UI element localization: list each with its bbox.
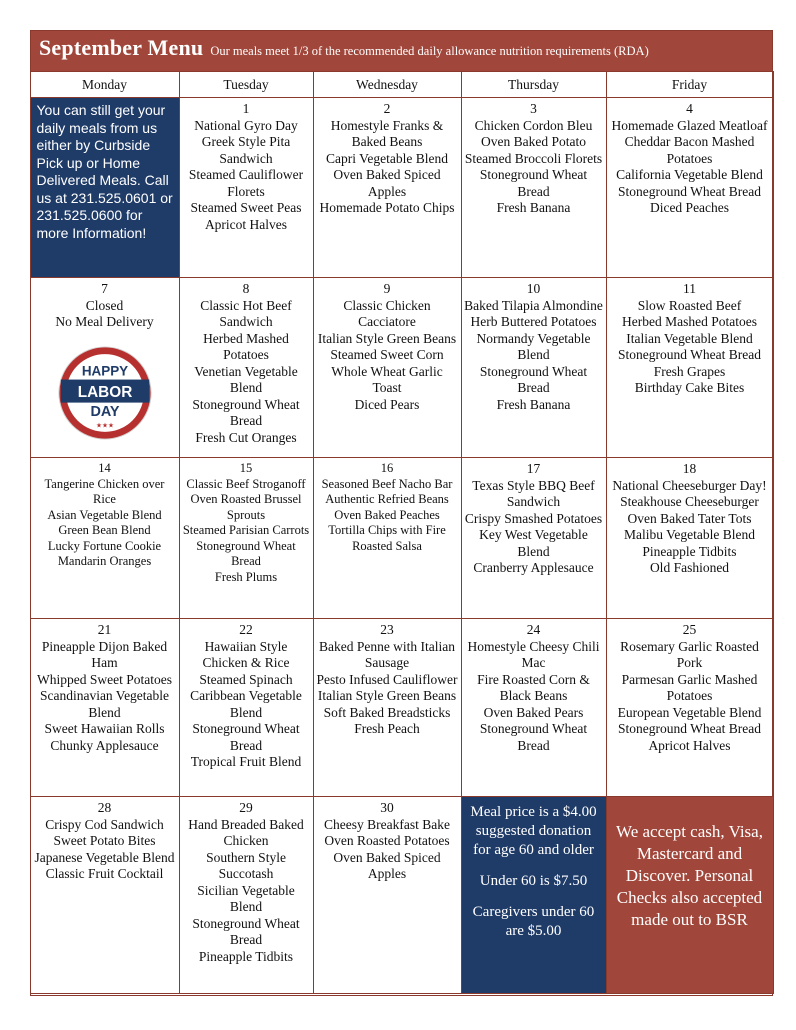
day-number: 17 <box>526 461 541 476</box>
pickup-notice <box>30 98 179 278</box>
day-number: 9 <box>383 281 391 296</box>
badge-day: DAY <box>89 403 120 420</box>
menu-item: Oven Baked Spiced Apples <box>333 167 441 199</box>
weekday-thursday: Thursday <box>461 72 606 98</box>
menu-item: Texas Style BBQ Beef Sandwich <box>472 477 595 509</box>
menu-item: Italian Style Green Beans <box>317 688 457 703</box>
menu-item: Sicilian Vegetable Blend <box>197 882 295 914</box>
menu-item: Closed <box>85 297 124 313</box>
payment-accepted-box <box>606 797 773 994</box>
menu-item: Classic Hot Beef Sandwich <box>200 297 292 329</box>
menu-item: Green Bean Blend <box>58 523 151 537</box>
menu-item: Italian Style Green Beans <box>317 330 457 346</box>
menu-item: Stoneground Wheat Bread <box>618 721 761 736</box>
week-row-3 <box>30 458 773 619</box>
menu-item: Parmesan Garlic Mashed Potatoes <box>621 671 758 703</box>
menu-item: Steamed Sweet Corn <box>330 347 444 362</box>
week-row-5 <box>30 797 773 994</box>
day-number: 3 <box>530 101 537 116</box>
payment-accepted-text: We accept cash, Visa, Mastercard and Discover. Personal Checks also accepted made out to BSR <box>616 822 763 929</box>
meal-price-caregivers: Caregivers under 60 are $5.00 <box>472 904 595 939</box>
labor-day-badge <box>57 345 153 441</box>
menu-item: Hand Breaded Baked Chicken <box>188 816 304 848</box>
menu-item: Cheddar Bacon Mashed Potatoes <box>624 134 755 166</box>
menu-item: Stoneground Wheat Bread <box>618 183 761 199</box>
menu-item: Whole Wheat Garlic Toast <box>331 363 443 395</box>
badge-labor: LABOR <box>77 383 132 401</box>
menu-item: Stoneground Wheat Bread <box>192 721 300 753</box>
menu-item: Fresh Cut Oranges <box>195 429 297 445</box>
day-cell <box>30 797 179 994</box>
menu-item: National Cheeseburger Day! <box>612 477 767 493</box>
week-row-1 <box>30 98 773 278</box>
menu-item: Herbed Mashed Potatoes <box>203 330 289 362</box>
menu-item: Oven Baked Tater Tots <box>627 510 752 526</box>
menu-item: Homestyle Franks & Baked Beans <box>330 117 444 149</box>
menu-item: Oven Baked Pears <box>483 704 584 720</box>
menu-item: Crispy Smashed Potatoes <box>464 510 603 526</box>
day-number: 16 <box>380 461 394 475</box>
day-cell <box>461 98 606 278</box>
menu-item: Sweet Potato Bites <box>53 833 156 848</box>
day-number: 24 <box>526 622 541 637</box>
day-cell <box>313 797 461 994</box>
day-number: 7 <box>101 281 108 296</box>
menu-subtitle: Our meals meet 1/3 of the recommended daily allowance nutrition requirements (RDA) <box>210 44 649 58</box>
menu-item: No Meal Delivery <box>55 314 154 329</box>
day-number: 14 <box>98 461 111 475</box>
menu-item: Apricot Halves <box>204 216 288 232</box>
menu-item: Asian Vegetable Blend <box>47 507 162 522</box>
weekday-monday: Monday <box>30 72 179 98</box>
menu-item: Rosemary Garlic Roasted Pork <box>620 638 759 670</box>
menu-sheet <box>30 30 773 996</box>
menu-item: Baked Tilapia Almondine <box>464 297 603 313</box>
menu-item: Fresh Peach <box>354 721 420 736</box>
menu-item: Oven Roasted Potatoes <box>324 833 450 848</box>
menu-calendar <box>30 71 774 994</box>
day-number: 28 <box>97 800 112 815</box>
day-number: 15 <box>239 461 253 475</box>
day-cell <box>30 458 179 619</box>
day-number: 30 <box>380 800 394 815</box>
day-number: 8 <box>242 281 250 296</box>
menu-item: Stoneground Wheat Bread <box>618 347 761 362</box>
menu-item: Oven Baked Spiced Apples <box>333 849 441 881</box>
day-number: 29 <box>239 800 253 815</box>
day-cell <box>30 619 179 797</box>
menu-item: Classic Chicken Cacciatore <box>343 297 431 329</box>
meal-price-suggested: Meal price is a $4.00 suggested donation for age 60 and older <box>470 804 597 858</box>
day-cell <box>179 619 313 797</box>
menu-item: Mandarin Oranges <box>57 554 152 568</box>
day-cell <box>461 458 606 619</box>
menu-item: Birthday Cake Bites <box>634 380 745 395</box>
menu-item: Diced Pears <box>354 396 420 412</box>
day-number: 1 <box>242 101 250 116</box>
menu-item: Pineapple Tidbits <box>198 948 294 964</box>
menu-item: Stoneground Wheat Bread <box>479 721 588 753</box>
day-cell <box>461 619 606 797</box>
menu-item: National Gyro Day <box>194 117 298 133</box>
menu-item: California Vegetable Blend <box>616 167 763 182</box>
menu-item: Cheesy Breakfast Bake <box>324 816 450 832</box>
week-row-4 <box>30 619 773 797</box>
menu-item: Pineapple Dijon Baked Ham <box>41 638 168 670</box>
menu-item: Malibu Vegetable Blend <box>624 527 755 542</box>
day-cell <box>606 458 773 619</box>
menu-item: Scandinavian Vegetable Blend <box>39 688 170 720</box>
menu-item: Steamed Parisian Carrots <box>182 523 310 537</box>
menu-item: Oven Roasted Brussel Sprouts <box>190 492 302 522</box>
menu-header <box>31 31 772 71</box>
day-number: 21 <box>97 622 112 637</box>
menu-item: Sweet Hawaiian Rolls <box>44 721 165 736</box>
day-number: 25 <box>682 622 697 637</box>
menu-item: Homemade Potato Chips <box>319 200 455 215</box>
menu-item: Tropical Fruit Blend <box>190 754 302 769</box>
menu-item: Normandy Vegetable Blend <box>476 330 591 362</box>
menu-item: Japanese Vegetable Blend <box>34 849 175 865</box>
weekday-friday: Friday <box>606 72 773 98</box>
day-cell <box>606 619 773 797</box>
menu-item: Crispy Cod Sandwich <box>45 816 164 832</box>
day-number: 18 <box>682 461 697 476</box>
day-number: 23 <box>380 622 394 637</box>
badge-happy: HAPPY <box>81 363 128 379</box>
menu-item: Fresh Plums <box>214 569 278 584</box>
menu-item: Oven Baked Potato <box>481 134 586 149</box>
meal-price-box <box>461 797 606 994</box>
menu-item: Cranberry Applesauce <box>473 560 594 575</box>
menu-item: Authentic Refried Beans <box>325 492 449 506</box>
menu-item: Slow Roasted Beef <box>637 297 742 313</box>
day-cell <box>179 98 313 278</box>
menu-item: Homestyle Cheesy Chili Mac <box>467 638 600 670</box>
day-number: 11 <box>683 281 696 296</box>
menu-item: Stoneground Wheat Bread <box>192 396 300 428</box>
menu-item: Old Fashioned <box>649 560 730 575</box>
menu-item: Fresh Banana <box>496 200 571 215</box>
week-row-2 <box>30 278 773 458</box>
day-cell <box>313 619 461 797</box>
menu-item: Herbed Mashed Potatoes <box>622 314 757 329</box>
day-number: 22 <box>239 622 253 637</box>
menu-item: Tortilla Chips with Fire Roasted Salsa <box>328 523 446 553</box>
menu-item: Tangerine Chicken over Rice <box>44 476 165 506</box>
menu-item: Chicken Cordon Bleu <box>474 117 593 133</box>
menu-item: Stoneground Wheat Bread <box>192 915 300 947</box>
menu-item: Steamed Broccoli Florets <box>464 150 603 166</box>
menu-item: Stoneground Wheat Bread <box>479 363 588 395</box>
menu-title: September Menu <box>39 35 204 60</box>
menu-item: Caribbean Vegetable Blend <box>190 688 302 720</box>
menu-item: Baked Penne with Italian Sausage <box>318 638 456 670</box>
day-cell <box>461 278 606 458</box>
menu-item: Pineapple Tidbits <box>642 543 737 559</box>
menu-item: Stoneground Wheat Bread <box>479 167 588 199</box>
menu-item: Homemade Glazed Meatloaf <box>611 117 768 133</box>
day-cell <box>179 458 313 619</box>
day-cell <box>313 278 461 458</box>
menu-item: European Vegetable Blend <box>617 704 762 720</box>
menu-item: Steamed Spinach <box>199 671 293 687</box>
menu-item: Classic Beef Stroganoff <box>186 476 306 491</box>
menu-item: Diced Peaches <box>649 200 730 215</box>
badge-stars: ★★★ <box>95 421 114 430</box>
menu-item: Greek Style Pita Sandwich <box>201 134 291 166</box>
menu-item: Fire Roasted Corn & Black Beans <box>477 671 590 703</box>
menu-item: Herb Buttered Potatoes <box>470 314 597 329</box>
menu-item: Classic Fruit Cocktail <box>45 866 164 881</box>
day-cell <box>606 278 773 458</box>
menu-item: Apricot Halves <box>648 737 731 753</box>
menu-item: Steamed Cauliflower Florets <box>188 167 304 199</box>
menu-item: Chunky Applesauce <box>50 737 159 753</box>
day-cell <box>313 98 461 278</box>
day-cell <box>179 278 313 458</box>
day-number: 4 <box>686 101 693 116</box>
menu-item: Whipped Sweet Potatoes <box>37 671 172 687</box>
menu-item: Key West Vegetable Blend <box>479 527 588 559</box>
menu-item: Venetian Vegetable Blend <box>194 363 298 395</box>
menu-item: Stoneground Wheat Bread <box>196 538 296 568</box>
pickup-notice-text: You can still get your daily meals from us either by Curbside Pick up or Home Delivered Meals. Call us at 231.525.0601 or 231.525.0600 for more Information! <box>36 102 173 241</box>
weekday-tuesday: Tuesday <box>179 72 313 98</box>
menu-item: Steakhouse Cheeseburger <box>620 494 759 509</box>
day-number: 2 <box>383 101 391 116</box>
weekday-wednesday: Wednesday <box>313 72 461 98</box>
day-cell <box>179 797 313 994</box>
menu-item: Italian Vegetable Blend <box>626 330 753 346</box>
menu-item: Capri Vegetable Blend <box>326 150 448 166</box>
menu-item: Steamed Sweet Peas <box>190 200 302 215</box>
menu-item: Pesto Infused Cauliflower <box>316 671 458 687</box>
day-cell <box>30 278 179 458</box>
day-cell <box>313 458 461 619</box>
day-number: 10 <box>526 281 541 296</box>
menu-item: Hawaiian Style Chicken & Rice <box>202 638 290 670</box>
menu-item: Lucky Fortune Cookie <box>47 538 162 553</box>
weekday-header-row <box>30 72 773 98</box>
day-cell <box>606 98 773 278</box>
meal-price-under-60: Under 60 is $7.50 <box>479 873 588 889</box>
menu-item: Soft Baked Breadsticks <box>323 704 451 720</box>
menu-item: Fresh Grapes <box>653 363 726 379</box>
menu-item: Southern Style Succotash <box>206 849 286 881</box>
menu-item: Fresh Banana <box>496 396 571 412</box>
menu-item: Seasoned Beef Nacho Bar <box>321 476 453 491</box>
menu-item: Oven Baked Peaches <box>334 507 440 522</box>
